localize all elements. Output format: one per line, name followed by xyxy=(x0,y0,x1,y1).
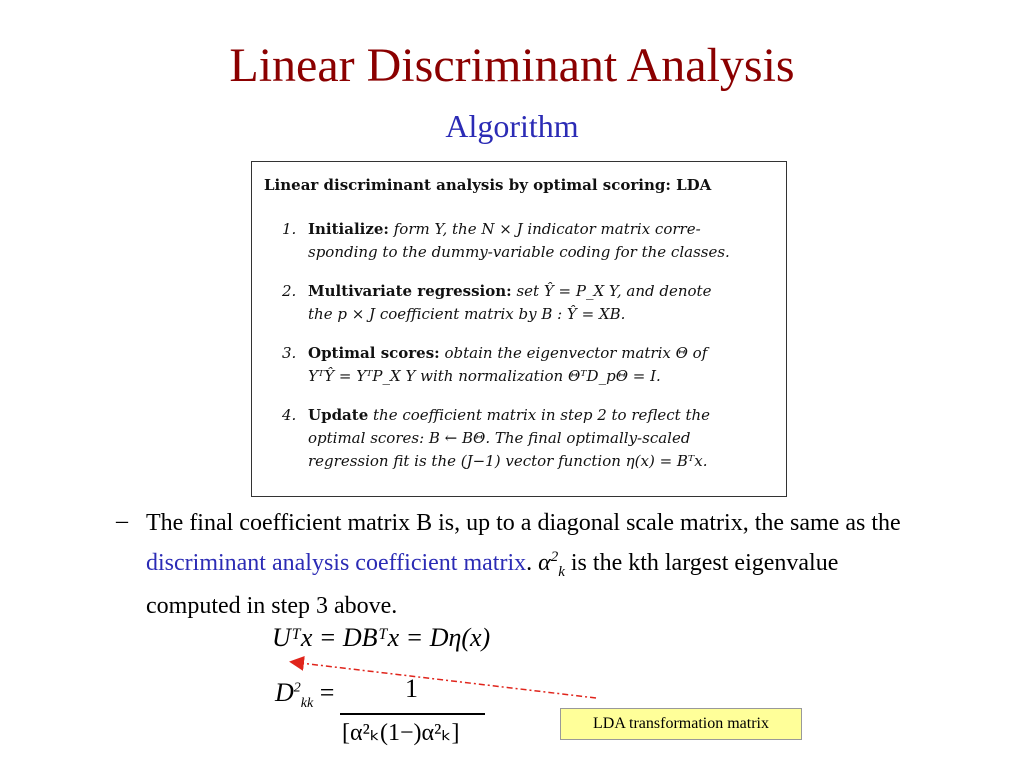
slide-title: Linear Discriminant Analysis xyxy=(229,39,795,92)
step-keyword: Optimal scores: xyxy=(308,344,440,362)
bullet-text: . xyxy=(526,550,539,576)
step-line: regression fit is the (J−1) vector function η(x) = Bᵀx. xyxy=(308,452,708,470)
bullet-marker: – xyxy=(116,508,128,534)
fraction-numerator: 1 xyxy=(405,674,418,703)
step-number: 4. xyxy=(282,406,297,424)
step-line: the coefficient matrix in step 2 to reflect the xyxy=(373,406,711,424)
step-line: obtain the eigenvector matrix Θ of xyxy=(444,344,708,362)
coefficient-matrix-link[interactable]: discriminant analysis coefficient matrix xyxy=(146,550,527,576)
step-line: form Y, the N × J indicator matrix corre- xyxy=(393,220,701,238)
step-line: sponding to the dummy-variable coding for the classes. xyxy=(308,243,730,261)
step-number: 2. xyxy=(282,282,297,300)
lda-note-box: LDA transformation matrix xyxy=(560,708,802,740)
equation-1: Uᵀx = DBᵀx = Dη(x) xyxy=(272,623,491,652)
fraction-denominator: [α²ₖ(1−)α²ₖ] xyxy=(342,720,460,746)
step-keyword: Multivariate regression: xyxy=(308,282,512,300)
step-line: the p × J coefficient matrix by B : Ŷ = XB. xyxy=(308,305,626,323)
algorithm-header: Linear discriminant analysis by optimal scoring: LDA xyxy=(264,176,712,194)
step-keyword: Initialize: xyxy=(308,220,389,238)
step-line: YᵀŶ = YᵀP_X Y with normalization ΘᵀD_pΘ = I. xyxy=(308,367,661,385)
bullet-text: The final coefficient matrix B is, up to a diagonal scale matrix, the same as the xyxy=(146,510,901,536)
step-number: 1. xyxy=(282,220,297,238)
step-keyword: Update xyxy=(308,406,369,424)
slide-subtitle: Algorithm xyxy=(445,108,579,144)
step-number: 3. xyxy=(282,344,297,362)
step-line: optimal scores: B ← BΘ. The final optimally-scaled xyxy=(308,429,691,447)
equation-2-lhs: $D^2_{kk}$ = xyxy=(275,678,335,712)
alpha-symbol: $\alpha^2_k$ xyxy=(538,549,565,580)
bullet-text: is the kth largest eigenvalue computed in step 3 above. xyxy=(146,550,839,619)
step-line: set Ŷ = P_X Y, and denote xyxy=(516,282,712,300)
